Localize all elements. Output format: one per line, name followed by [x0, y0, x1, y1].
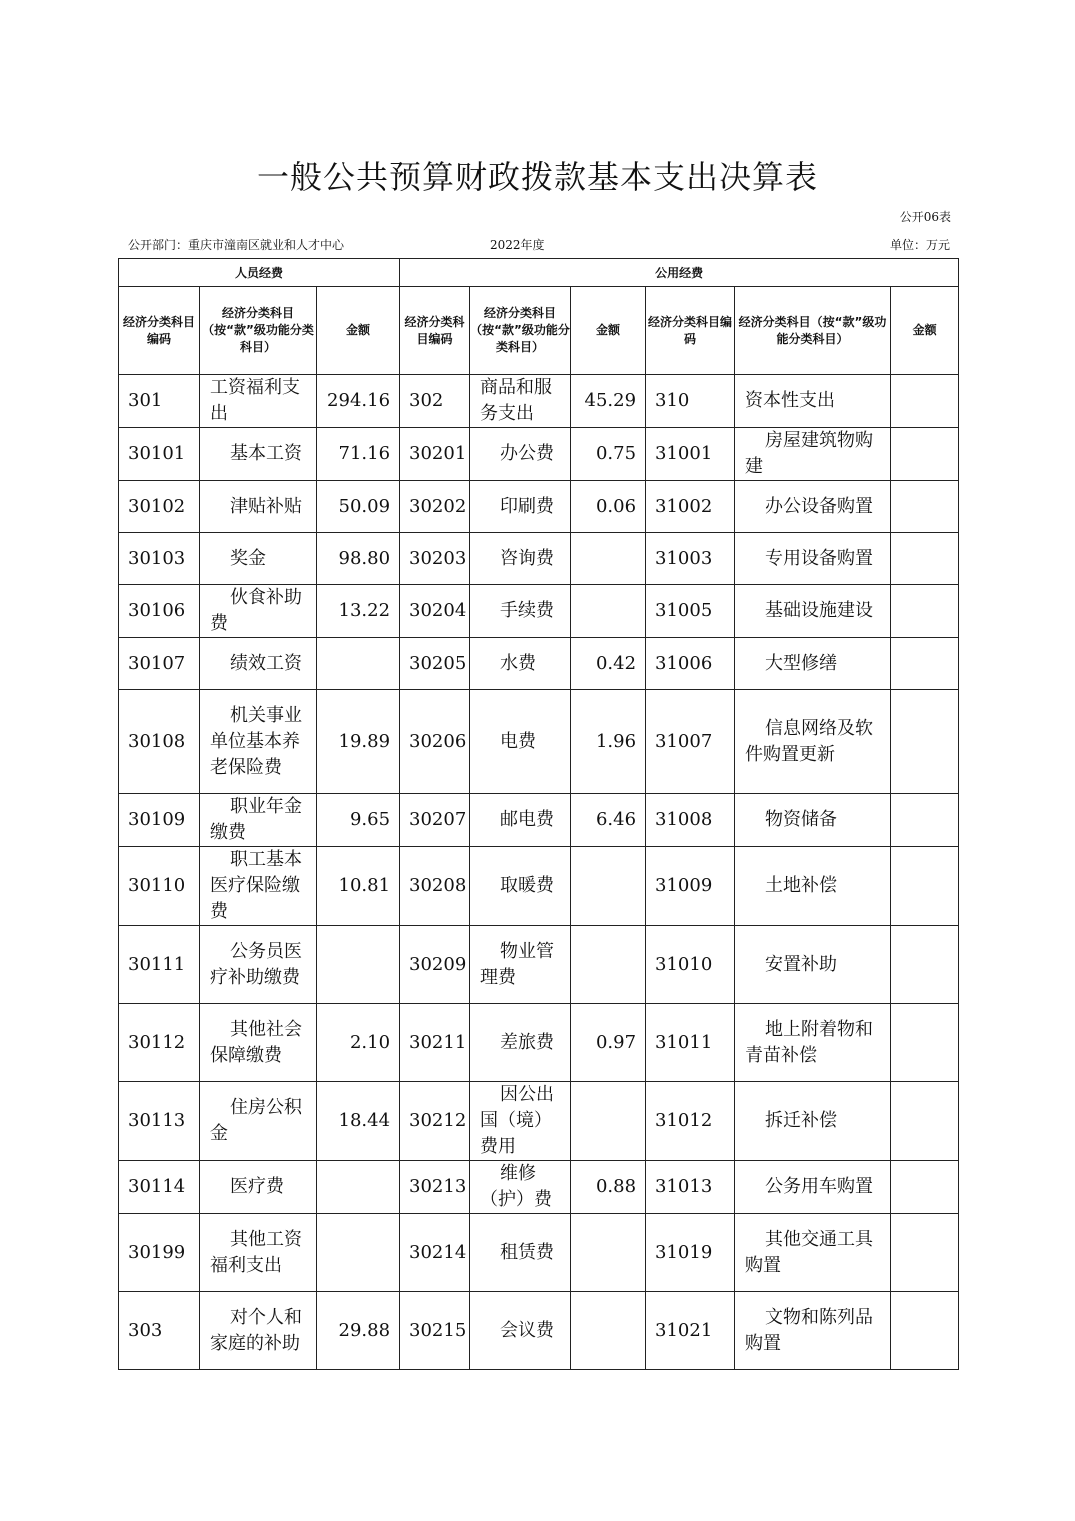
- header-goods-code: 经济分类科目编码: [400, 287, 470, 375]
- personnel-amount-cell: [317, 1004, 400, 1082]
- personnel-name-text: 住房公积金: [210, 1097, 302, 1144]
- capital-name-cell: [735, 1004, 891, 1082]
- goods-name-text: 取暖费: [500, 875, 555, 896]
- table-row: [119, 375, 959, 428]
- goods-name-text: 会议费: [500, 1319, 555, 1341]
- capital-code-text: 31013: [655, 1176, 713, 1197]
- form-number: 公开06表: [899, 210, 951, 224]
- personnel-name-text: 奖金: [230, 547, 266, 569]
- capital-name-cell: [735, 585, 891, 638]
- goods-name-text: 办公费: [500, 443, 555, 464]
- personnel-code-text: 303: [128, 1319, 163, 1341]
- fiscal-year: 2022年度: [490, 238, 545, 252]
- goods-name-text: 邮电费: [500, 809, 555, 830]
- capital-amount-cell: [891, 847, 959, 926]
- capital-code-cell: [646, 847, 735, 926]
- header-capital-amount: 金额: [891, 287, 959, 375]
- table-row: [119, 847, 959, 926]
- capital-name-text: 办公设备购置: [765, 495, 874, 517]
- capital-amount-cell: [891, 1161, 959, 1214]
- capital-code-cell: [646, 794, 735, 847]
- capital-amount-cell: [891, 638, 959, 690]
- capital-amount-cell: [891, 1004, 959, 1082]
- personnel-amount-text: 71.16: [338, 443, 391, 464]
- capital-code-text: 31012: [655, 1110, 713, 1131]
- personnel-name-cell: [200, 481, 317, 533]
- personnel-amount-cell: [317, 1082, 400, 1161]
- personnel-code-cell: [119, 638, 200, 690]
- personnel-amount-cell: [317, 1214, 400, 1292]
- capital-amount-cell: [891, 428, 959, 481]
- goods-amount-cell: [571, 926, 646, 1004]
- personnel-name-cell: [200, 1082, 317, 1161]
- personnel-amount-cell: [317, 690, 400, 794]
- capital-code-cell: [646, 1214, 735, 1292]
- capital-code-text: 31021: [655, 1319, 713, 1341]
- capital-code-cell: [646, 1082, 735, 1161]
- table-row: [119, 481, 959, 533]
- personnel-code-text: 30106: [128, 600, 186, 621]
- capital-name-cell: [735, 1161, 891, 1214]
- capital-code-cell: [646, 1161, 735, 1214]
- goods-name-text: 租赁费: [500, 1241, 555, 1263]
- personnel-amount-cell: [317, 794, 400, 847]
- personnel-code-cell: [119, 585, 200, 638]
- goods-code-text: 30215: [409, 1319, 467, 1341]
- table-row: [119, 690, 959, 794]
- capital-amount-cell: [891, 926, 959, 1004]
- capital-name-text: 公务用车购置: [765, 1176, 874, 1197]
- capital-name-text: 信息网络及软件购置更新: [745, 717, 874, 765]
- capital-name-text: 其他交通工具购置: [745, 1228, 874, 1276]
- capital-name-text: 拆迁补偿: [765, 1110, 838, 1131]
- capital-code-text: 31007: [655, 730, 713, 752]
- goods-code-text: 30208: [409, 875, 467, 896]
- goods-code-cell: [400, 481, 470, 533]
- capital-code-text: 31001: [655, 443, 713, 464]
- personnel-code-text: 30113: [128, 1110, 186, 1131]
- capital-code-text: 31005: [655, 600, 713, 621]
- goods-code-cell: [400, 690, 470, 794]
- goods-name-text: 物业管理费: [480, 940, 555, 988]
- capital-code-text: 31003: [655, 547, 713, 569]
- capital-code-text: 31009: [655, 875, 713, 896]
- personnel-code-cell: [119, 1161, 200, 1214]
- table-row: [119, 1292, 959, 1370]
- goods-amount-cell: [571, 1214, 646, 1292]
- capital-name-cell: [735, 690, 891, 794]
- goods-amount-cell: [571, 428, 646, 481]
- capital-code-cell: [646, 638, 735, 690]
- goods-code-cell: [400, 1004, 470, 1082]
- table-row: [119, 638, 959, 690]
- goods-name-text: 手续费: [500, 600, 555, 621]
- personnel-name-text: 工资福利支出: [210, 377, 300, 424]
- goods-code-text: 30214: [409, 1241, 467, 1263]
- table-row: [119, 926, 959, 1004]
- personnel-code-cell: [119, 428, 200, 481]
- goods-name-text: 印刷费: [500, 495, 555, 517]
- capital-code-cell: [646, 585, 735, 638]
- goods-amount-cell: [571, 638, 646, 690]
- personnel-code-text: 30101: [128, 443, 186, 464]
- capital-amount-cell: [891, 690, 959, 794]
- goods-code-cell: [400, 847, 470, 926]
- personnel-code-text: 30103: [128, 547, 186, 569]
- goods-amount-cell: [571, 1082, 646, 1161]
- personnel-code-text: 30112: [128, 1031, 186, 1053]
- goods-name-cell: [470, 638, 571, 690]
- personnel-code-text: 30108: [128, 730, 186, 752]
- goods-name-text: 商品和服务支出: [480, 377, 553, 424]
- goods-code-cell: [400, 1214, 470, 1292]
- capital-name-cell: [735, 1214, 891, 1292]
- capital-name-cell: [735, 847, 891, 926]
- goods-amount-cell: [571, 375, 646, 428]
- capital-code-text: 31002: [655, 495, 713, 517]
- personnel-name-cell: [200, 1292, 317, 1370]
- header-goods-amount: 金额: [571, 287, 646, 375]
- table-row: [119, 1214, 959, 1292]
- goods-amount-text: 0.75: [595, 443, 637, 464]
- capital-name-text: 房屋建筑物购建: [745, 430, 874, 477]
- capital-amount-cell: [891, 1292, 959, 1370]
- personnel-amount-text: 50.09: [338, 495, 391, 517]
- capital-name-text: 资本性支出: [745, 390, 836, 411]
- goods-code-text: 30206: [409, 730, 467, 752]
- goods-name-cell: [470, 847, 571, 926]
- personnel-amount-cell: [317, 533, 400, 585]
- header-personnel-code: 经济分类科目编码: [119, 287, 200, 375]
- personnel-code-text: 30102: [128, 495, 186, 517]
- personnel-name-cell: [200, 585, 317, 638]
- page-title: 一般公共预算财政拨款基本支出决算表: [256, 158, 818, 196]
- goods-code-text: 302: [409, 390, 444, 411]
- personnel-amount-cell: [317, 926, 400, 1004]
- capital-name-cell: [735, 428, 891, 481]
- table-row: [119, 794, 959, 847]
- goods-amount-cell: [571, 1004, 646, 1082]
- personnel-amount-cell: [317, 428, 400, 481]
- header-capital-name: 经济分类科目（按“款”级功能分类科目）: [735, 287, 891, 375]
- capital-code-text: 31019: [655, 1241, 713, 1263]
- capital-code-cell: [646, 926, 735, 1004]
- personnel-amount-text: 19.89: [338, 730, 391, 752]
- goods-code-cell: [400, 794, 470, 847]
- capital-amount-cell: [891, 375, 959, 428]
- capital-amount-cell: [891, 585, 959, 638]
- personnel-name-text: 对个人和家庭的补助: [210, 1306, 302, 1354]
- header-goods-name: 经济分类科目（按“款”级功能分类科目）: [470, 287, 571, 375]
- capital-name-cell: [735, 638, 891, 690]
- personnel-code-text: 301: [128, 390, 163, 411]
- goods-amount-cell: [571, 847, 646, 926]
- capital-name-cell: [735, 375, 891, 428]
- personnel-amount-text: 294.16: [327, 390, 391, 411]
- capital-name-cell: [735, 481, 891, 533]
- capital-code-cell: [646, 533, 735, 585]
- personnel-amount-text: 98.80: [338, 547, 391, 569]
- capital-name-cell: [735, 1292, 891, 1370]
- capital-code-text: 31006: [655, 652, 713, 674]
- table-row: [119, 1004, 959, 1082]
- goods-amount-text: 45.29: [584, 390, 637, 411]
- capital-code-text: 31010: [655, 953, 713, 975]
- capital-code-cell: [646, 481, 735, 533]
- capital-name-text: 土地补偿: [765, 875, 838, 896]
- goods-name-cell: [470, 1161, 571, 1214]
- personnel-code-cell: [119, 481, 200, 533]
- expenditure-table: [118, 258, 959, 1370]
- personnel-code-cell: [119, 1082, 200, 1161]
- personnel-code-cell: [119, 690, 200, 794]
- personnel-name-cell: [200, 638, 317, 690]
- goods-name-cell: [470, 690, 571, 794]
- personnel-amount-text: 13.22: [338, 600, 391, 621]
- table-row: [119, 585, 959, 638]
- capital-code-cell: [646, 375, 735, 428]
- personnel-code-text: 30109: [128, 809, 186, 830]
- capital-name-text: 安置补助: [765, 953, 838, 975]
- personnel-code-cell: [119, 1004, 200, 1082]
- personnel-name-cell: [200, 847, 317, 926]
- personnel-name-text: 公务员医疗补助缴费: [210, 940, 302, 988]
- personnel-name-cell: [200, 1004, 317, 1082]
- goods-code-text: 30203: [409, 547, 467, 569]
- goods-name-cell: [470, 1082, 571, 1161]
- personnel-name-cell: [200, 690, 317, 794]
- personnel-code-cell: [119, 375, 200, 428]
- goods-name-cell: [470, 585, 571, 638]
- personnel-amount-text: 10.81: [338, 875, 391, 896]
- goods-code-text: 30212: [409, 1110, 467, 1131]
- goods-code-cell: [400, 1161, 470, 1214]
- personnel-name-text: 医疗费: [230, 1176, 284, 1197]
- goods-code-cell: [400, 1082, 470, 1161]
- group-public: 公用经费: [400, 259, 959, 287]
- personnel-code-cell: [119, 533, 200, 585]
- goods-code-text: 30209: [409, 953, 467, 975]
- personnel-amount-text: 9.65: [349, 809, 391, 830]
- personnel-amount-text: 2.10: [349, 1031, 391, 1053]
- goods-amount-cell: [571, 690, 646, 794]
- capital-code-cell: [646, 1004, 735, 1082]
- personnel-code-cell: [119, 1292, 200, 1370]
- table-row: [119, 1161, 959, 1214]
- meta-line: [128, 236, 950, 252]
- goods-amount-text: 6.46: [595, 809, 637, 830]
- personnel-name-cell: [200, 533, 317, 585]
- goods-amount-text: 0.06: [595, 495, 637, 517]
- group-header-row: [119, 259, 959, 287]
- goods-name-cell: [470, 375, 571, 428]
- goods-code-text: 30207: [409, 809, 467, 830]
- personnel-name-cell: [200, 794, 317, 847]
- capital-amount-cell: [891, 481, 959, 533]
- personnel-name-cell: [200, 1214, 317, 1292]
- capital-code-cell: [646, 690, 735, 794]
- personnel-name-text: 伙食补助费: [210, 587, 302, 634]
- goods-amount-cell: [571, 794, 646, 847]
- goods-name-cell: [470, 481, 571, 533]
- capital-code-text: 310: [655, 390, 690, 411]
- goods-name-cell: [470, 926, 571, 1004]
- goods-name-cell: [470, 794, 571, 847]
- personnel-name-text: 津贴补贴: [230, 495, 302, 517]
- goods-amount-text: 0.88: [595, 1176, 637, 1197]
- capital-code-text: 31011: [655, 1031, 713, 1053]
- personnel-code-cell: [119, 1214, 200, 1292]
- header-capital-code: 经济分类科目编码: [646, 287, 735, 375]
- goods-code-cell: [400, 533, 470, 585]
- goods-code-text: 30205: [409, 652, 467, 674]
- personnel-amount-text: 29.88: [338, 1319, 391, 1341]
- personnel-name-text: 其他工资福利支出: [210, 1228, 302, 1276]
- goods-code-cell: [400, 926, 470, 1004]
- goods-code-cell: [400, 638, 470, 690]
- goods-code-text: 30201: [409, 443, 467, 464]
- capital-name-cell: [735, 1082, 891, 1161]
- personnel-name-text: 职工基本医疗保险缴费: [210, 849, 302, 922]
- personnel-name-text: 基本工资: [230, 443, 302, 464]
- goods-name-text: 电费: [500, 730, 537, 752]
- personnel-name-text: 机关事业单位基本养老保险费: [210, 704, 302, 778]
- capital-name-cell: [735, 794, 891, 847]
- capital-name-text: 地上附着物和青苗补偿: [745, 1018, 874, 1066]
- table-row: [119, 1082, 959, 1161]
- goods-amount-cell: [571, 1292, 646, 1370]
- goods-name-text: 因公出国（境）费用: [480, 1084, 555, 1157]
- goods-name-text: 水费: [500, 652, 537, 674]
- personnel-name-cell: [200, 428, 317, 481]
- personnel-amount-cell: [317, 847, 400, 926]
- personnel-name-text: 职业年金缴费: [210, 796, 302, 843]
- personnel-code-text: 30107: [128, 652, 186, 674]
- goods-code-text: 30213: [409, 1176, 467, 1197]
- unit-label: 单位：万元: [889, 238, 950, 252]
- personnel-amount-cell: [317, 1161, 400, 1214]
- goods-code-text: 30204: [409, 600, 467, 621]
- table-row: [119, 533, 959, 585]
- personnel-name-text: 其他社会保障缴费: [210, 1018, 302, 1066]
- goods-amount-text: 0.42: [595, 652, 637, 674]
- capital-name-text: 基础设施建设: [765, 600, 874, 621]
- capital-name-cell: [735, 533, 891, 585]
- capital-name-text: 物资储备: [765, 809, 838, 830]
- capital-code-cell: [646, 1292, 735, 1370]
- goods-name-text: 差旅费: [500, 1031, 555, 1053]
- capital-amount-cell: [891, 533, 959, 585]
- goods-code-cell: [400, 585, 470, 638]
- department-label: 公开部门：重庆市潼南区就业和人才中心: [128, 238, 345, 252]
- personnel-amount-cell: [317, 638, 400, 690]
- goods-name-cell: [470, 533, 571, 585]
- personnel-name-text: 绩效工资: [230, 652, 302, 674]
- goods-code-text: 30211: [409, 1031, 467, 1053]
- capital-code-cell: [646, 428, 735, 481]
- capital-name-text: 专用设备购置: [765, 547, 874, 569]
- column-header-row: [119, 287, 959, 375]
- goods-amount-cell: [571, 481, 646, 533]
- personnel-amount-cell: [317, 585, 400, 638]
- personnel-code-cell: [119, 926, 200, 1004]
- personnel-code-text: 30110: [128, 875, 186, 896]
- goods-code-cell: [400, 1292, 470, 1370]
- goods-name-cell: [470, 1214, 571, 1292]
- header-personnel-amount: 金额: [317, 287, 400, 375]
- table-row: [119, 428, 959, 481]
- personnel-amount-cell: [317, 1292, 400, 1370]
- personnel-amount-cell: [317, 375, 400, 428]
- capital-name-text: 大型修缮: [765, 652, 838, 674]
- goods-name-cell: [470, 1004, 571, 1082]
- personnel-name-cell: [200, 926, 317, 1004]
- goods-code-cell: [400, 375, 470, 428]
- personnel-code-text: 30111: [128, 953, 186, 975]
- capital-name-cell: [735, 926, 891, 1004]
- capital-amount-cell: [891, 1082, 959, 1161]
- goods-code-text: 30202: [409, 495, 467, 517]
- goods-name-cell: [470, 1292, 571, 1370]
- goods-amount-cell: [571, 1161, 646, 1214]
- capital-amount-cell: [891, 1214, 959, 1292]
- goods-name-text: 维修（护）费: [480, 1163, 553, 1210]
- personnel-code-text: 30199: [128, 1241, 186, 1263]
- personnel-name-cell: [200, 375, 317, 428]
- goods-name-text: 咨询费: [500, 547, 555, 569]
- goods-amount-text: 1.96: [595, 730, 637, 752]
- capital-name-text: 文物和陈列品购置: [745, 1306, 874, 1354]
- personnel-amount-cell: [317, 481, 400, 533]
- goods-amount-cell: [571, 533, 646, 585]
- goods-amount-text: 0.97: [595, 1031, 637, 1053]
- capital-code-text: 31008: [655, 809, 713, 830]
- header-personnel-name: 经济分类科目（按“款”级功能分类科目）: [200, 287, 317, 375]
- goods-code-cell: [400, 428, 470, 481]
- personnel-code-text: 30114: [128, 1176, 186, 1197]
- personnel-code-cell: [119, 847, 200, 926]
- capital-amount-cell: [891, 794, 959, 847]
- personnel-amount-text: 18.44: [338, 1110, 391, 1131]
- goods-amount-cell: [571, 585, 646, 638]
- personnel-code-cell: [119, 794, 200, 847]
- group-personnel: 人员经费: [119, 259, 400, 287]
- goods-name-cell: [470, 428, 571, 481]
- personnel-name-cell: [200, 1161, 317, 1214]
